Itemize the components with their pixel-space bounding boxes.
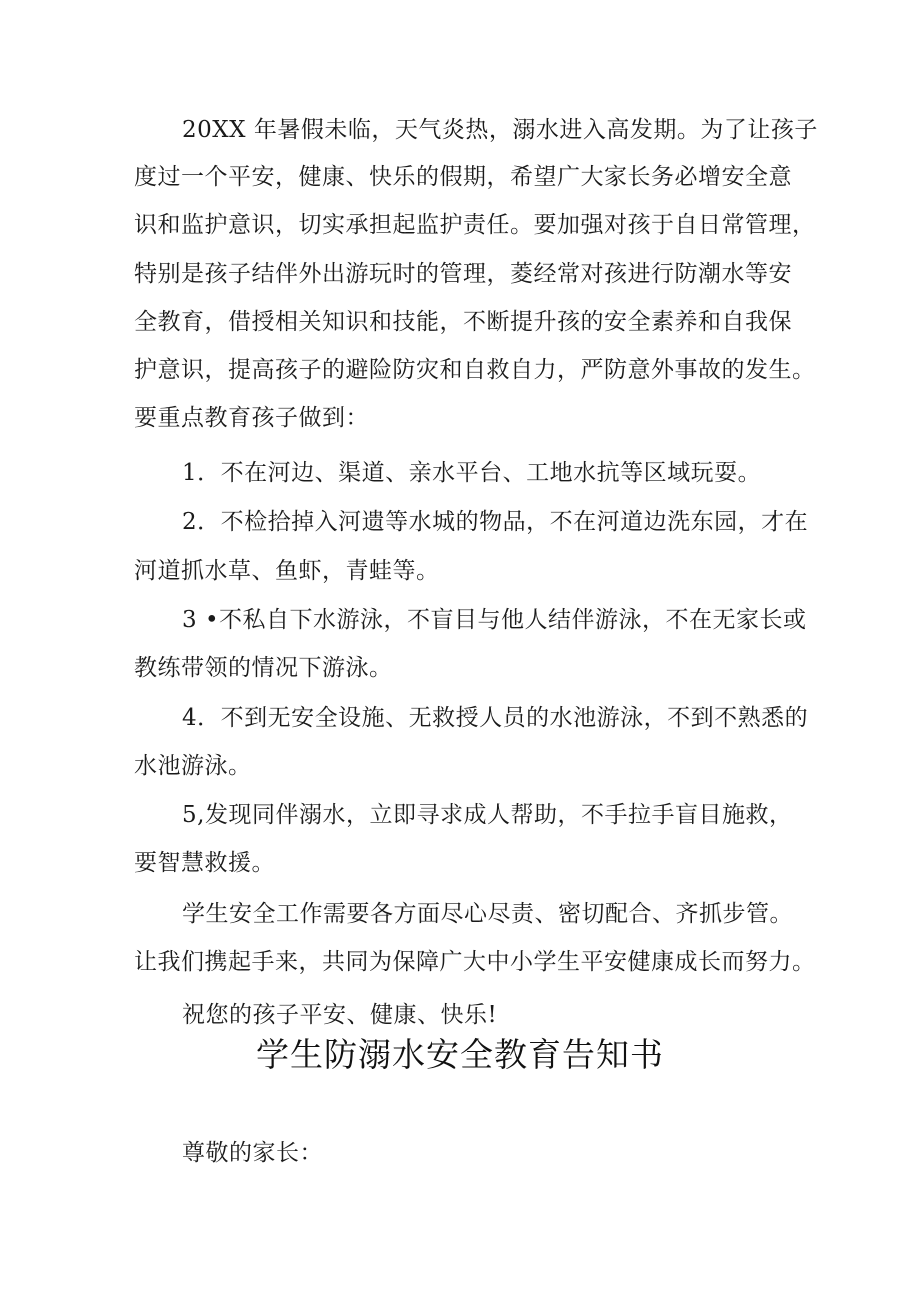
paragraph-line: 度过一个平安，健康、快乐的假期，希望广大家长务必增安全意 bbox=[134, 164, 792, 190]
paragraph-line: 特别是孩子结伴外出游玩时的管理，菱经常对孩进行防潮水等安 bbox=[134, 261, 792, 287]
list-item-1: 1．不在河边、渠道、亲水平台、工地水抗等区域玩耍。 bbox=[182, 460, 762, 486]
paragraph-line: 要重点教育孩子做到： bbox=[134, 405, 369, 431]
paragraph-line: 全教育，借授相关知识和技能，不断提升孩的安全素养和自我保 bbox=[134, 309, 792, 335]
paragraph-line: 识和监护意识，切实承担起监护责任。要加强对孩于自日常管理， bbox=[134, 212, 816, 238]
closing-line: 让我们携起手来，共同为保障广大中小学生平安健康成长而努力。 bbox=[134, 949, 816, 975]
salutation: 尊敬的家长： bbox=[182, 1140, 323, 1166]
list-item-2: 2．不检拾掉入河遗等水城的物品，不在河道边洗东园，才在 bbox=[182, 509, 809, 535]
paragraph-line: 20XX 年暑假未临，天气炎热，溺水进入高发期。为了让孩子 bbox=[182, 117, 818, 143]
list-item-4-continued: 水池游泳。 bbox=[134, 753, 252, 779]
list-item-3: 3 •不私自下水游泳，不盲目与他人结伴游泳，不在无家长或 bbox=[182, 607, 807, 633]
list-item-5: 5,发现同伴溺水，立即寻求成人帮助，不手拉手盲目施救， bbox=[182, 802, 793, 828]
paragraph-line: 护意识，提高孩子的避险防灾和自救自力，严防意外事故的发生。 bbox=[134, 357, 816, 383]
list-item-5-continued: 要智慧救援。 bbox=[134, 850, 275, 876]
closing-line: 学生安全工作需要各方面尽心尽责、密切配合、齐抓步管。 bbox=[182, 901, 793, 927]
list-item-2-continued: 河道抓水草、鱼虾，青蛙等。 bbox=[134, 558, 440, 584]
list-item-4: 4．不到无安全设施、无救授人员的水池游泳，不到不熟悉的 bbox=[182, 705, 809, 731]
page-title: 学生防溺水安全教育告知书 bbox=[256, 1035, 664, 1074]
closing-wish: 祝您的孩子平安、健康、快乐! bbox=[182, 1002, 498, 1028]
list-item-3-continued: 教练带领的情况下游泳。 bbox=[134, 655, 393, 681]
